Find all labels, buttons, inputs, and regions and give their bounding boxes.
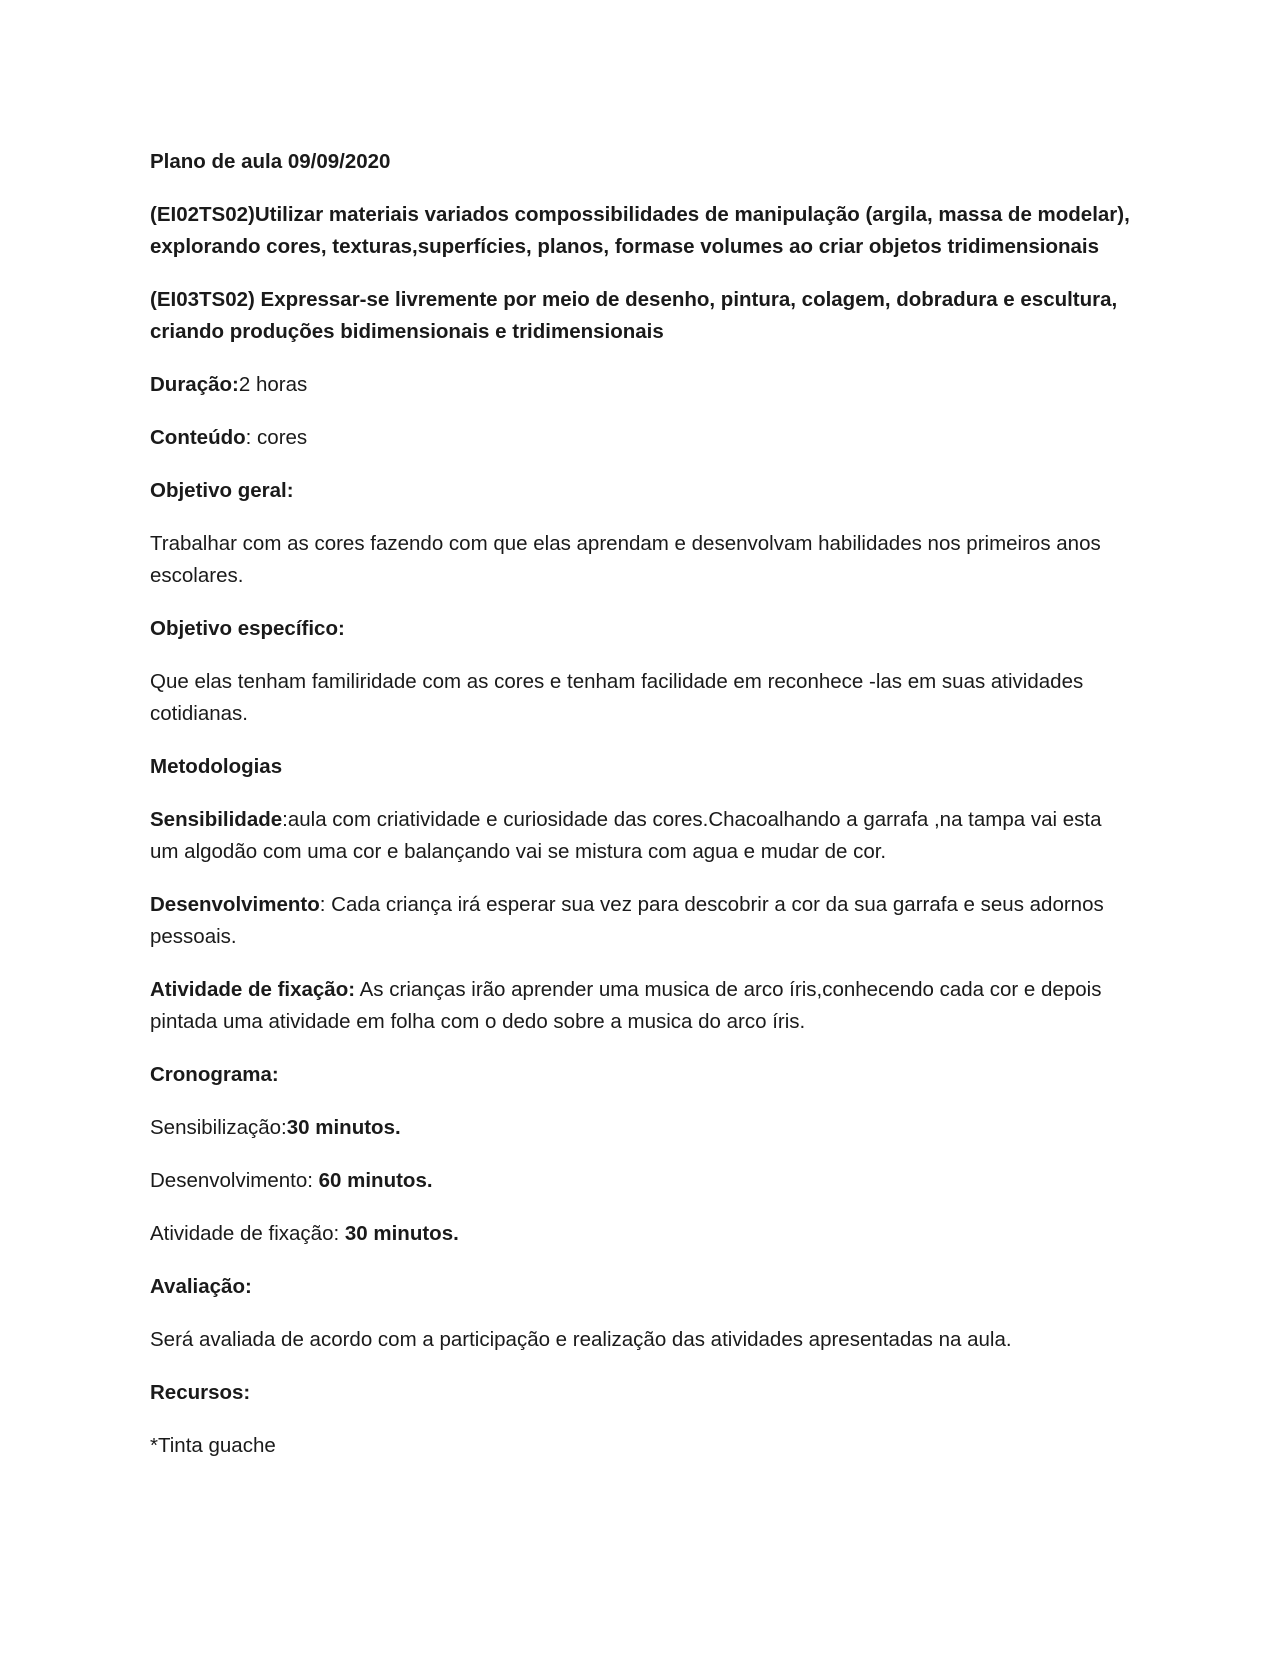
cronograma-item-value: 30 minutos.	[344, 1222, 459, 1245]
fixacao-paragraph	[150, 974, 1130, 1038]
avaliacao-text: Será avaliada de acordo com a participação e realização das atividades apresentadas na aula.	[150, 1328, 1012, 1351]
conteudo-value: : cores	[245, 426, 308, 449]
avaliacao-heading: Avaliação:	[150, 1275, 252, 1298]
fixacao-label: Atividade de fixação:	[150, 978, 356, 1001]
duracao-value: 2 horas	[238, 373, 308, 396]
skill-ei03ts02: (EI03TS02) Expressar-se livremente por meio de desenho, pintura, colagem, dobradura e escultura, criando produções bidimensionais e tridimensionais	[150, 288, 1118, 343]
cronograma-item-label: Sensibilização:	[150, 1116, 287, 1139]
objetivo-geral-text: Trabalhar com as cores fazendo com que elas aprendam e desenvolvam habilidades nos primeiros anos escolares.	[150, 532, 1101, 587]
recursos-item: *Tinta guache	[150, 1434, 276, 1457]
conteudo-line	[150, 422, 1130, 454]
cronograma-item	[150, 1112, 1130, 1144]
objetivo-especifico-text: Que elas tenham familiridade com as cores e tenham facilidade em reconhece -las em suas atividades cotidianas.	[150, 670, 1084, 725]
objetivo-geral-heading: Objetivo geral:	[150, 479, 294, 502]
desenvolvimento-paragraph	[150, 889, 1130, 953]
cronograma-heading: Cronograma:	[150, 1063, 279, 1086]
document-content	[150, 146, 1130, 1483]
document-title: Plano de aula 09/09/2020	[150, 150, 391, 173]
cronograma-item	[150, 1218, 1130, 1250]
sensibilidade-text: :aula com criatividade e curiosidade das cores.Chacoalhando a garrafa ,na tampa vai esta um algodão com uma cor e balançando vai se mistura com agua e mudar de cor.	[150, 808, 1102, 863]
cronograma-item-label: Desenvolvimento:	[150, 1169, 319, 1192]
objetivo-especifico-heading: Objetivo específico:	[150, 617, 345, 640]
skill-ei02ts02: (EI02TS02)Utilizar materiais variados compossibilidades de manipulação (argila, massa de modelar), explorando cores, texturas,superfícies, planos, formase volumes ao criar objetos tridimensionais	[150, 203, 1130, 258]
recursos-heading: Recursos:	[150, 1381, 251, 1404]
desenvolvimento-text: : Cada criança irá esperar sua vez para descobrir a cor da sua garrafa e seus adornos pessoais.	[150, 893, 1104, 948]
sensibilidade-label: Sensibilidade	[150, 808, 283, 831]
conteudo-label: Conteúdo	[150, 426, 246, 449]
metodologias-heading: Metodologias	[150, 755, 283, 778]
fixacao-text: As crianças irão aprender uma musica de arco íris,conhecendo cada cor e depois pintada uma atividade em folha com o dedo sobre a musica do arco íris.	[150, 978, 1102, 1033]
desenvolvimento-label: Desenvolvimento	[150, 893, 320, 916]
duracao-label: Duração:	[150, 373, 239, 396]
cronograma-item-label: Atividade de fixação:	[150, 1222, 345, 1245]
sensibilidade-paragraph	[150, 804, 1130, 868]
cronograma-item-value: 60 minutos.	[318, 1169, 433, 1192]
cronograma-item	[150, 1165, 1130, 1197]
duracao-line	[150, 369, 1130, 401]
cronograma-item-value: 30 minutos.	[286, 1116, 401, 1139]
